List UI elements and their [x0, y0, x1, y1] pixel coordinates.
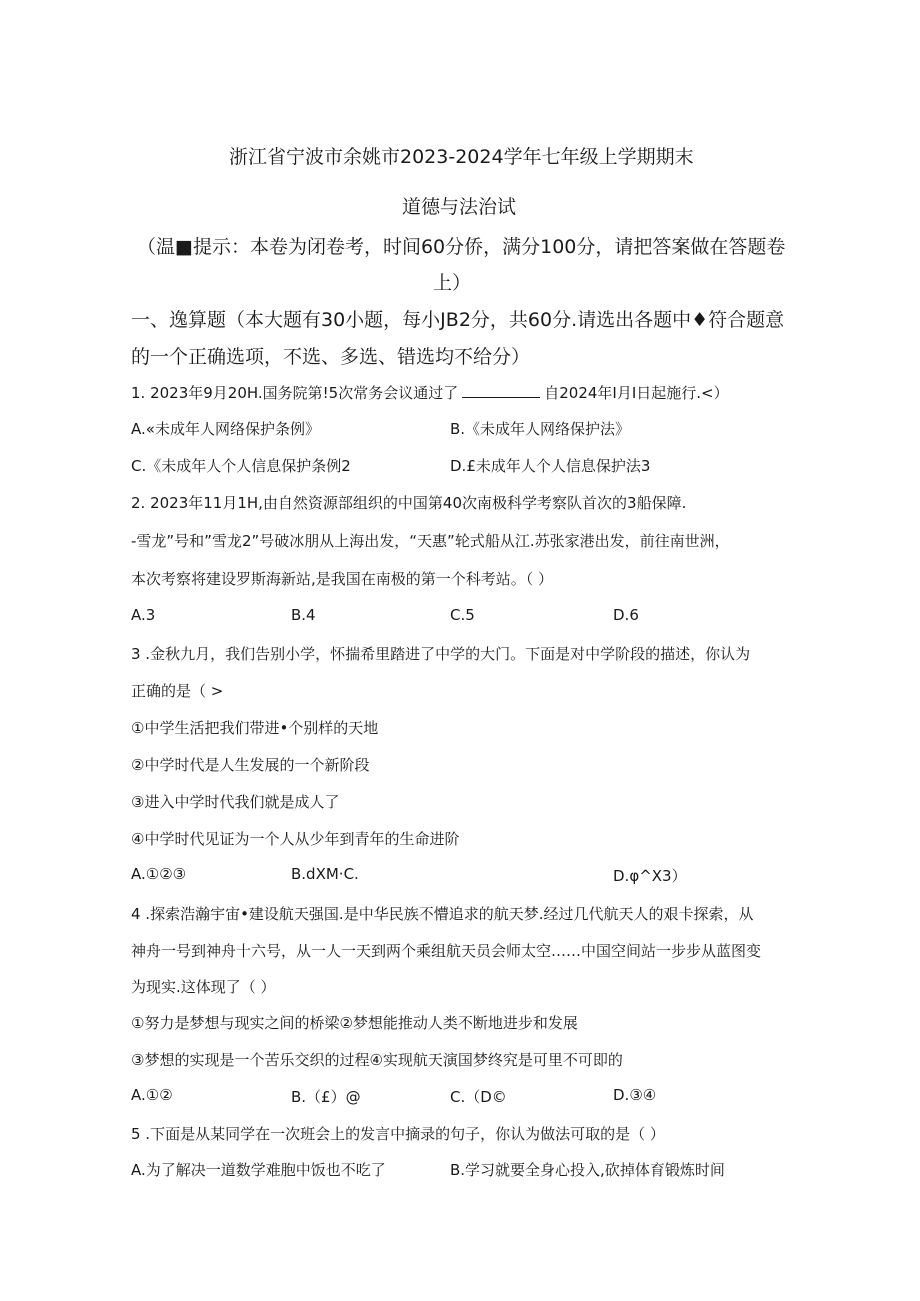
question-4-option-b: B.（£）@ [291, 1088, 361, 1106]
question-1-stem [131, 382, 729, 403]
question-1-option-c: C.《未成年人个人信息保护条例2 [131, 457, 351, 475]
exam-hint-line-1: （温■提示：本卷为闭卷考，时间60分侨，满分100分，请把答案做在答题卷 [137, 236, 786, 258]
question-1-stem-part-a: 1. 2023年9月20H.国务院第!5次常务会议通过了 [131, 384, 459, 402]
question-4-option-d: D.③④ [613, 1086, 657, 1104]
question-5-option-b: B.学习就要全身心投入,砍掉体育锻炼时间 [450, 1161, 725, 1179]
question-1-option-d: D.£未成年人个人信息保护法3 [450, 457, 651, 475]
question-1-stem-part-b: 自2024年I月I日起施行.<） [544, 384, 729, 402]
question-3-option-b: B.dXM·C. [291, 865, 359, 883]
question-3-statement-1: ①中学生活把我们带进•个别样的天地 [131, 719, 379, 737]
question-3-statement-3: ③进入中学时代我们就是成人了 [131, 793, 340, 811]
question-4-line-3: 为现实.这体现了（ ） [131, 978, 276, 996]
question-2-line-3: 本次考察将建设罗斯海新站,是我国在南极的第一个科考站。（ ） [131, 570, 554, 588]
question-3-statement-2: ②中学时代是人生发展的一个新阶段 [131, 756, 370, 774]
exam-subtitle: 道德与法治试 [402, 196, 517, 218]
question-3-option-d: D.φ^X3） [613, 867, 687, 885]
question-3-line-2: 正确的是（ > [131, 682, 224, 700]
question-4-option-a: A.①② [131, 1086, 173, 1104]
question-5-option-a: A.为了解决一道数学难胞中饭也不吃了 [131, 1161, 386, 1179]
question-2-option-c: C.5 [450, 606, 475, 624]
question-2-option-d: D.6 [613, 606, 639, 624]
question-2-line-1: 2. 2023年11月1H,由自然资源部组织的中国第40次南极科学考察队首次的3船保障. [131, 494, 687, 512]
question-3-statement-4: ④中学时代见证为一个人从少年到青年的生命进阶 [131, 830, 460, 848]
question-2-line-2: -雪龙”号和”雪龙2”号破冰朋从上海出发，“天惠”轮式船从江.苏张家港出发，前往南世洲， [131, 532, 730, 550]
exam-title: 浙江省宁波市余姚市2023-2024学年七年级上学期期末 [229, 146, 694, 168]
question-2-option-b: B.4 [291, 606, 316, 624]
question-4-statement-1: ①努力是梦想与现实之间的桥梁②梦想能推动人类不断地进步和发展 [131, 1014, 578, 1032]
answer-blank [462, 385, 540, 398]
question-3-option-a: A.①②③ [131, 865, 187, 883]
question-3-line-1: 3 .金秋九月，我们告别小学，怀揣希里踏进了中学的大门。下面是对中学阶段的描述，你认为 [131, 645, 751, 663]
question-1-option-a: A.«未成年人网络保护条例》 [131, 420, 320, 438]
section-heading-line-2: 的一个正确选项，不选、多选、错选均不给分） [131, 346, 531, 368]
question-5-line-1: 5 .下面是从某同学在一次班会上的发言中摘录的句子，你认为做法可取的是（ ） [131, 1125, 665, 1143]
question-4-line-2: 神舟一号到神舟十六号，从一人一天到两个乘组航天员会师太空……中国空间站一步步从蓝图变 [131, 942, 762, 960]
section-heading-line-1: 一、逸算题（本大题有30小题，每小JB2分，共60分.请选出各题中♦符合题意 [131, 309, 785, 331]
question-4-line-1: 4 .探索浩瀚宇宙•建设航天强国.是中华民族不懵追求的航天梦.经过几代航天人的艰卡探索，从 [131, 905, 754, 923]
exam-hint-line-2: 上） [433, 272, 472, 294]
question-2-option-a: A.3 [131, 606, 156, 624]
question-4-option-c: C.（D© [450, 1088, 507, 1106]
question-1-option-b: B.《未成年人网络保护法》 [450, 420, 631, 438]
question-4-statement-2: ③梦想的实现是一个苦乐交织的过程④实现航天演国梦终究是可里不可即的 [131, 1051, 623, 1069]
